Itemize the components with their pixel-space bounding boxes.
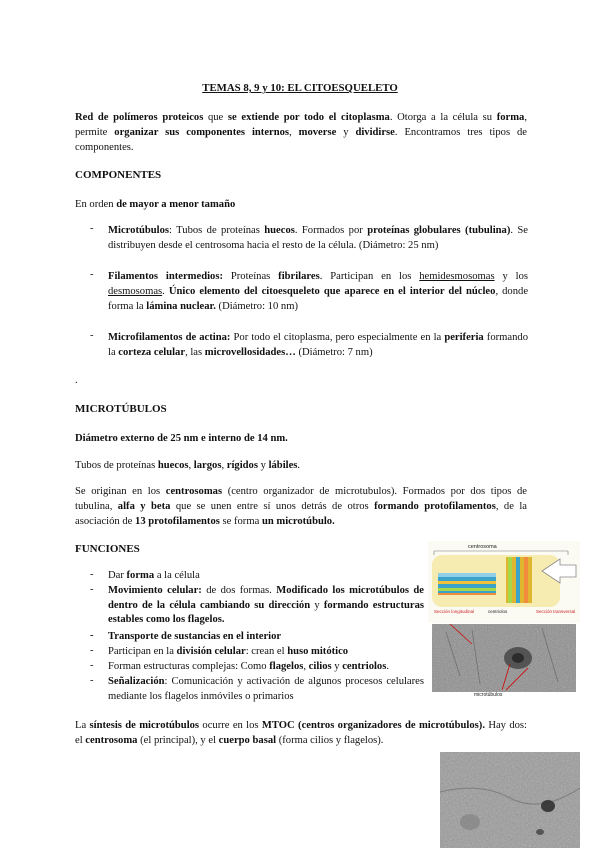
bullet-dash: - (90, 645, 94, 656)
centriolo-longitudinal (438, 573, 496, 595)
centrosoma-diagram (428, 541, 580, 623)
diametro-line: Diámetro externo de 25 nm e interno de 14 nm. (75, 433, 288, 444)
bullet-dash: - (90, 660, 94, 671)
label-centrosoma: centrosoma (468, 544, 497, 550)
orden-line: En orden de mayor a menor tamaño (75, 199, 236, 210)
component-item-filamentos: Filamentos intermedios: Proteínas fibrilares. Participan en los hemidesmosomas y los desmosomas. Único elemento del citoesqueleto que aparece en el interior del núcleo, donde forma la lámina nuclear. (Diámetro: 10 nm) (108, 271, 529, 312)
bullet-dash: - (90, 569, 94, 580)
component-item-microtubulos: Microtúbulos: Tubos de proteínas huecos. Formados por proteínas globulares (tubulina). Se distribuyen desde el centrosoma hacia el resto de la célula. (Diámetro: 25 nm) (108, 225, 529, 251)
centriolo-vertical (506, 557, 532, 603)
funcion-item: Participan en la división celular: crean el huso mitótico (108, 646, 349, 657)
bullet-dash: - (90, 675, 94, 686)
label-centriolos: centriolos (488, 609, 508, 614)
label-seccion-transversal: Sección transversal (536, 609, 576, 614)
label-microtubulos: microtúbulos (474, 692, 503, 698)
micrograph-cuerpo-basal (440, 752, 580, 848)
intro-paragraph: Red de polímeros proteicos que se extiende por todo el citoplasma. Otorga a la célula su forma, permite organizar sus componentes internos, moverse y dividirse. Encontramos tres tipos de componentes. (75, 112, 528, 153)
bullet-dash: - (90, 630, 94, 641)
originan-paragraph: Se originan en los centrosomas (centro organizador de microtubulos). Formados por dos tipos de tubulina, alfa y beta que se unen entre sí unos detrás de otros formando protofilamentos, de la asociación de 13 protofilamentos se forma un microtúbulo. (75, 486, 527, 527)
funciones-heading: FUNCIONES (75, 543, 140, 555)
funcion-item: Transporte de sustancias en el interior (108, 631, 282, 642)
funcion-item: Dar forma a la célula (108, 570, 200, 581)
page-title: TEMAS 8, 9 y 10: EL CITOESQUELETO (202, 82, 398, 94)
micrograph-centrosoma (432, 624, 576, 692)
funcion-item: Movimiento celular: de dos formas. Modificado los microtúbulos de dentro de la célula cambiando su dirección y formando estructuras estables como los flagelos. (108, 585, 424, 626)
bullet-dash: - (90, 330, 94, 341)
funcion-item: Señalización: Comunicación y activación de algunos procesos celulares mediante los flagelos inmóviles o primarios (108, 676, 424, 702)
componentes-heading: COMPONENTES (75, 169, 162, 181)
sintesis-paragraph: La síntesis de microtúbulos ocurre en los MTOC (centros organizadores de microtúbulos). Hay dos: el centrosoma (el principal), y el cuerpo basal (forma cilios y flagelos). (75, 720, 527, 746)
tubos-line: Tubos de proteínas huecos, largos, rígidos y lábiles. (75, 460, 301, 471)
bullet-dash: - (90, 223, 94, 234)
bullet-dash: - (90, 269, 94, 280)
stray-dot: . (75, 375, 78, 386)
microtubulos-heading: MICROTÚBULOS (75, 403, 167, 415)
label-seccion-longitudinal: Sección longitudinal (434, 609, 475, 614)
component-item-microfilamentos: Microfilamentos de actina: Por todo el citoplasma, pero especialmente en la periferia formando la corteza celular, las microvellosidades… (Diámetro: 7 nm) (108, 332, 528, 358)
bullet-dash: - (90, 584, 94, 595)
funcion-item: Forman estructuras complejas: Como flagelos, cilios y centriolos. (108, 661, 390, 672)
